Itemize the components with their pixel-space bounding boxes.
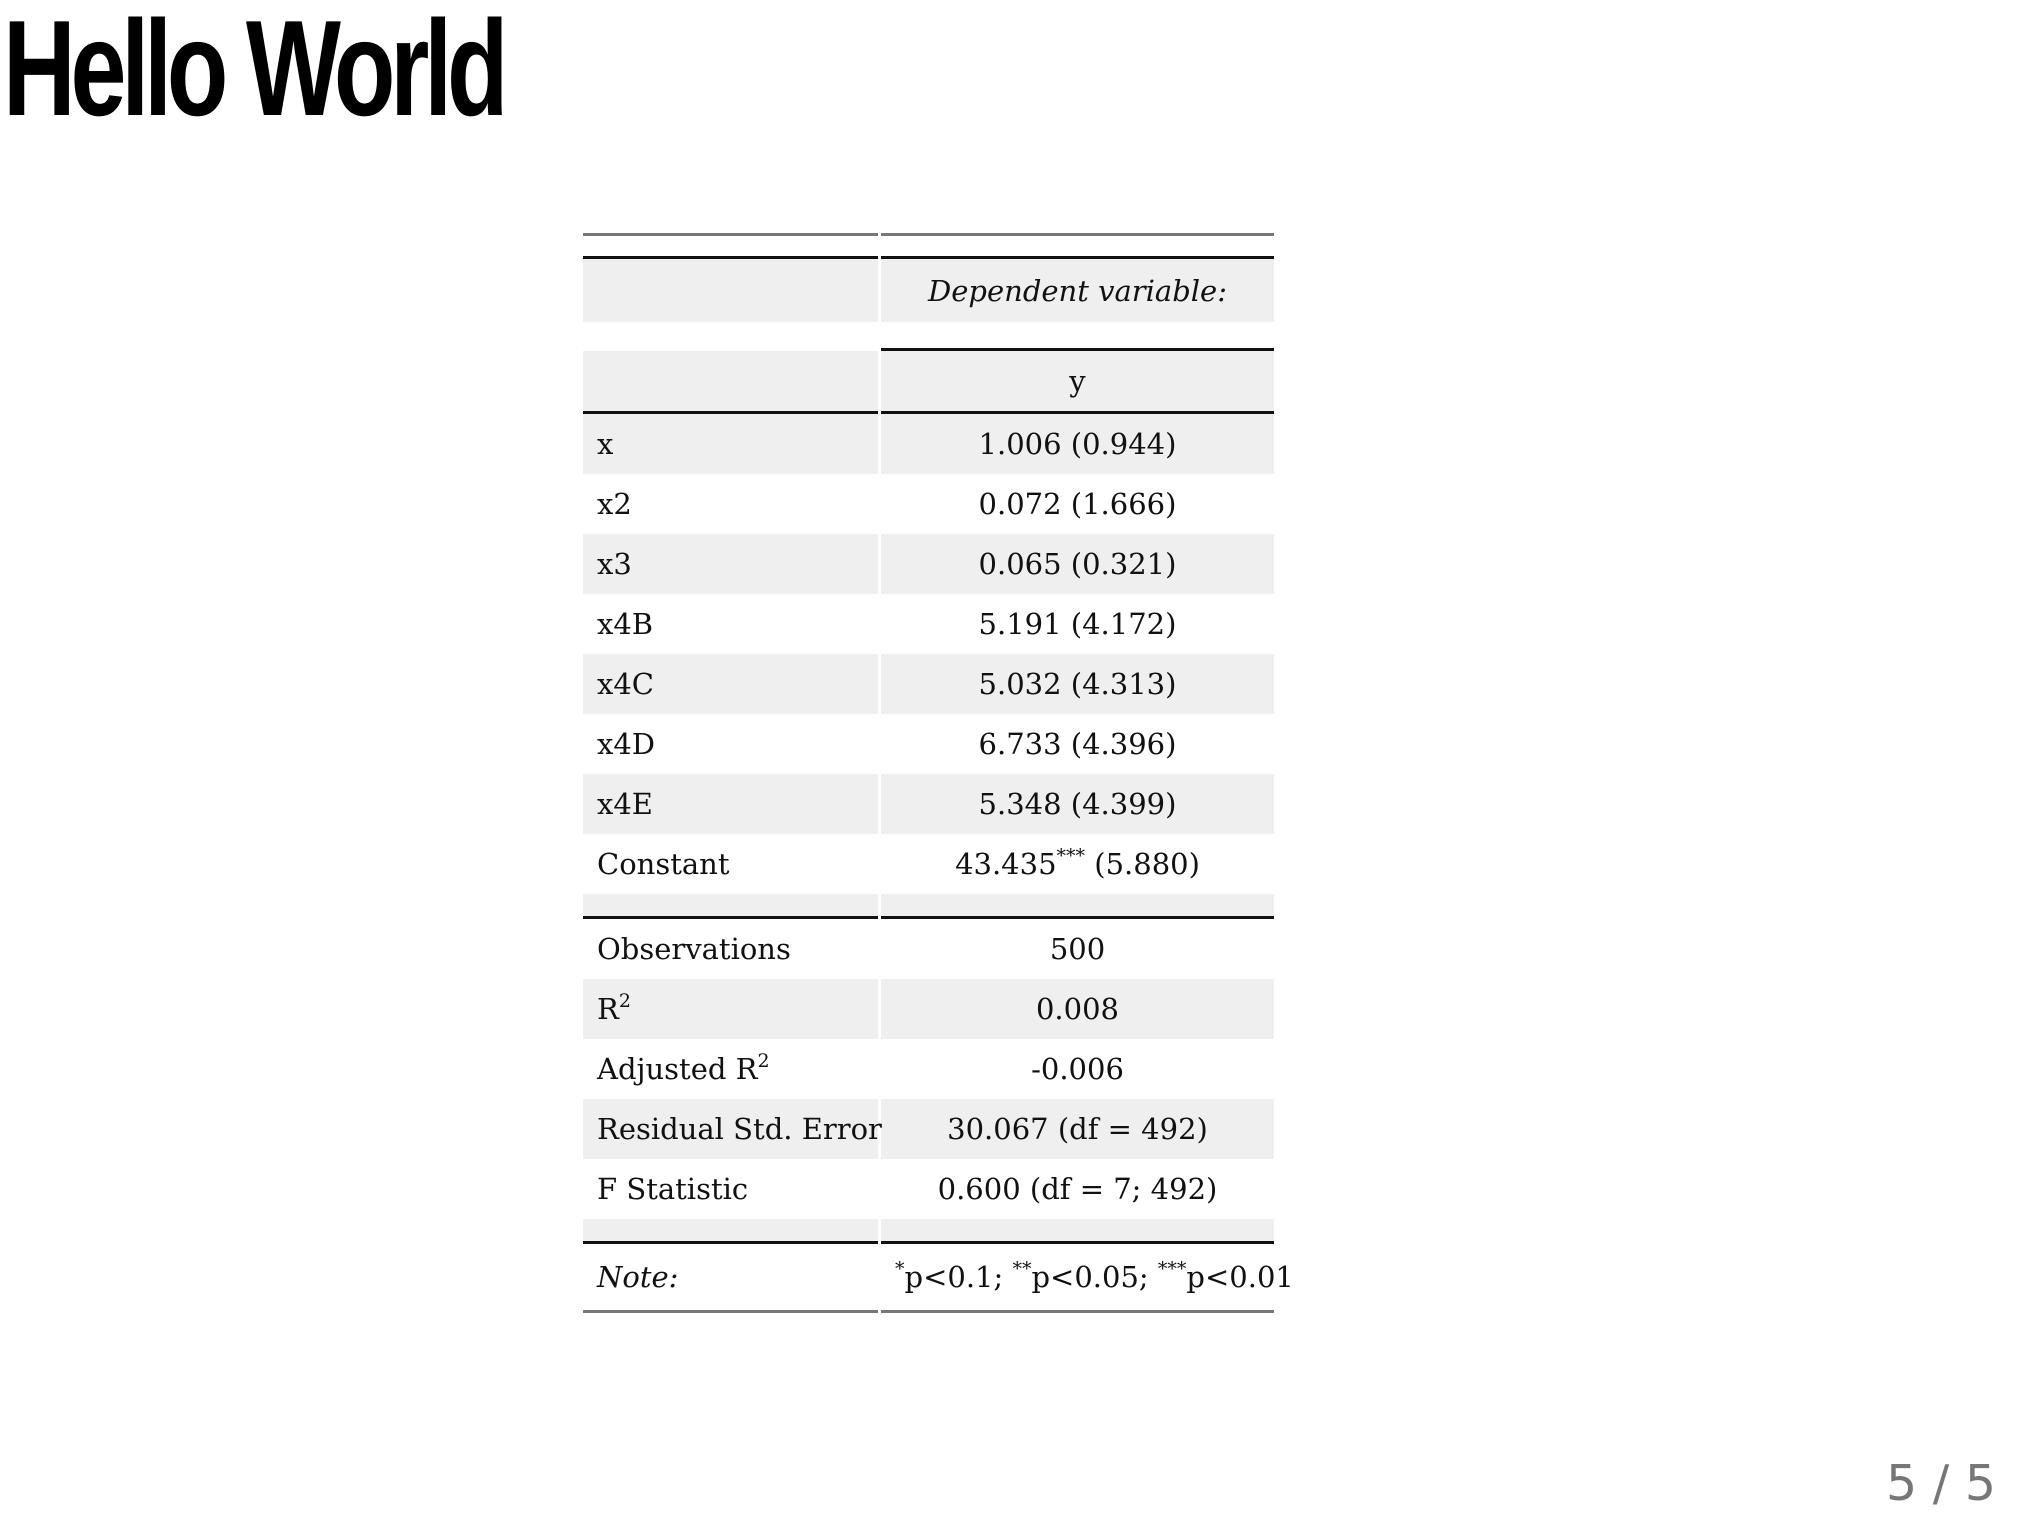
coefficient-value: 5.032 (4.313) — [881, 654, 1274, 714]
header-spacer-row — [583, 322, 1274, 351]
stat-label: Adjusted $R^2$ — [597, 1050, 770, 1086]
significance-stars: *** — [1056, 845, 1086, 867]
slide-title: Hello World — [3, 0, 504, 144]
coefficient-term: x4D — [597, 727, 656, 761]
stat-label: Observations — [597, 932, 791, 966]
coefficient-row — [583, 534, 1274, 594]
stat-label: $R^2$ — [583, 979, 878, 1039]
coefficient-value: 5.348 (4.399) — [881, 774, 1274, 834]
coefficient-row — [583, 714, 1274, 774]
header-row-variable — [583, 351, 1274, 411]
coefficient-row — [583, 411, 1274, 474]
coefficients-body — [583, 411, 1274, 894]
header-empty-cell — [583, 256, 878, 322]
coefficient-row — [583, 474, 1274, 534]
stat-row-r2 — [583, 979, 1274, 1039]
page-number: 5 / 5 — [1885, 1455, 1996, 1512]
regression-table — [580, 233, 1294, 1313]
stat-row-residual-std-error — [583, 1099, 1274, 1159]
coefficient-term: Constant — [597, 847, 730, 881]
coefficient-value: 5.191 (4.172) — [978, 607, 1177, 641]
coefficient-value: 0.072 (1.666) — [978, 487, 1177, 521]
dependent-variable-name: y — [881, 351, 1274, 411]
coefficients-gap-row — [583, 894, 1274, 919]
coefficient-term: x2 — [597, 487, 632, 521]
stat-value: 500 — [1049, 932, 1106, 966]
coefficient-term: x4C — [583, 654, 878, 714]
coefficient-term: x4B — [597, 607, 654, 641]
coefficient-row — [583, 594, 1274, 654]
coefficient-row — [583, 654, 1274, 714]
coefficient-value: 0.065 (0.321) — [881, 534, 1274, 594]
note-label: Note: — [583, 1244, 878, 1313]
dependent-variable-label: Dependent variable: — [881, 256, 1274, 322]
stat-value: 0.008 — [881, 979, 1274, 1039]
header-empty-cell — [583, 351, 878, 411]
coefficient-value: 43.435*** (5.880) — [955, 845, 1200, 881]
stat-value: -0.006 — [1031, 1052, 1124, 1086]
stat-row-observations — [583, 919, 1274, 979]
note-row — [583, 1244, 1274, 1313]
coefficient-term: x — [583, 411, 878, 474]
stats-gap-row — [583, 1219, 1274, 1244]
coefficient-term: x4E — [583, 774, 878, 834]
coefficient-value: 6.733 (4.396) — [978, 727, 1177, 761]
header-row-dependent — [583, 256, 1274, 322]
stat-row-f-statistic — [583, 1159, 1274, 1219]
coefficient-row — [583, 774, 1274, 834]
coefficient-value: 1.006 (0.944) — [881, 411, 1274, 474]
stat-value: 0.600 (df = 7; 492) — [937, 1172, 1218, 1206]
stat-label: Residual Std. Error — [583, 1099, 878, 1159]
stat-value: 30.067 (df = 492) — [881, 1099, 1274, 1159]
coefficient-row — [583, 834, 1274, 894]
stat-row-adjusted-r2 — [583, 1039, 1274, 1099]
coefficient-term: x3 — [583, 534, 878, 594]
regression-table-container — [580, 233, 1294, 1313]
significance-note: *p<0.1; **p<0.05; ***p<0.01 — [881, 1244, 1274, 1313]
stat-label: F Statistic — [597, 1172, 749, 1206]
table-top-rule — [583, 233, 1274, 256]
